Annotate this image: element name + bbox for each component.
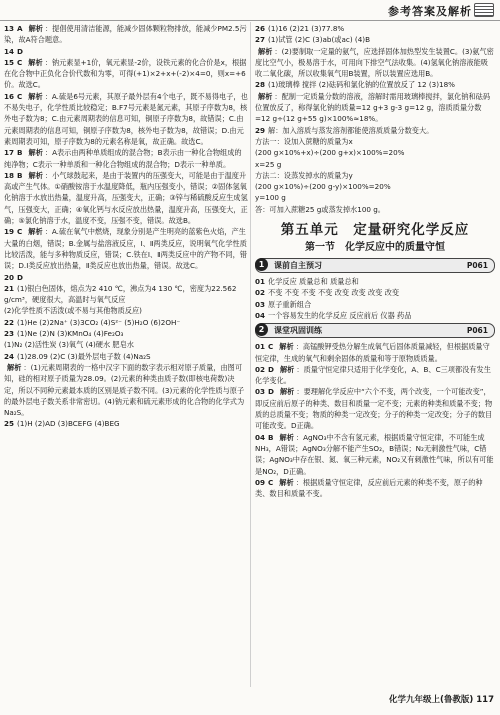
answer-item [4,57,248,91]
answer-item [255,477,495,500]
column-divider [250,22,251,687]
answer-text: 答：可加入蔗糖25 g或蒸发掉水100 g。 [255,204,385,214]
right-column [255,23,495,499]
answer-choice: B [17,170,23,180]
answer-item [255,181,495,192]
analysis-label: 解析 [7,362,22,372]
question-number: 02 [255,288,266,298]
answer-text: (1)Ne (2)N (3)KMnO₄ (4)Fe₂O₃ [17,329,124,339]
answer-text: (1)N₂ (2)活性炭 (3)氧气 (4)硬水 肥皂水 [4,340,134,350]
preview-bar [255,258,495,273]
answer-item [4,23,248,46]
answer-item [255,34,495,45]
practice-number-icon: 2 [255,323,268,336]
answers-26-29 [255,23,495,215]
answer-choice: B [17,148,23,158]
answer-text: y=100 g [255,193,286,203]
analysis-label: 解析 [28,170,43,180]
question-number: 18 [4,170,15,180]
preview-number-icon: 1 [255,258,268,271]
answer-text: ：钠元素显+1价，氧元素显-2价，设铁元素的化合价是x，根据在化合物中正负化合价代数和为零，可得(+1)×2+x+(-2)×4=0，则x=+6价。故选C。 [4,57,247,90]
answer-text: ：A表示由两种单质组成的混合物；B表示由一种化合物组成的纯净物；C表示一种单质和一种化合物组成的混合物；D表示一种单质。 [4,148,242,169]
analysis-label: 解析 [28,227,43,237]
answer-choice: B [268,432,274,442]
answer-text: ：(1)元素周期表的一格中汉字下面的数字表示相对原子质量，由图可知，硅的相对原子质量为28.09。(2)元素的种类由质子数(即核电荷数)决定，所以不同种元素最本质的区别是质子数不同。(3)元素的化学性质与原子的最外层电子数关系非常密切。(4)钠元素和硫元素形成的化合物的化学式为Na₂S。 [4,362,245,418]
question-number: 22 [4,317,15,327]
answer-choice: D [268,387,274,397]
answer-item [255,125,495,136]
analysis-label: 解析 [28,57,43,67]
answer-choice: C [17,227,23,237]
analysis-label: 解析 [279,342,294,352]
preview-page: P061 [466,261,488,271]
page-header [0,0,500,21]
answer-item [255,432,495,477]
answer-item [255,159,495,170]
analysis-label: 解析 [28,148,43,158]
question-number: 23 [4,329,15,339]
answer-item [4,46,248,57]
answer-item [255,46,495,80]
answer-item [255,79,495,90]
answer-choice: D [268,364,274,374]
answer-text: 化学反应 质量总和 质量总和 [268,277,359,287]
analysis-label: 解析 [279,364,295,374]
question-number: 04 [255,432,266,442]
answer-text: 原子重新组合 [268,299,312,309]
header-title: 参考答案及解析 [388,5,472,18]
answer-text: 不变 不变 不变 不变 改变 改变 改变 改变 [268,288,400,298]
question-number: 28 [255,80,266,90]
answer-item [4,91,248,147]
analysis-label: 解析 [279,387,295,397]
page-footer: 化学九年级上(鲁教版) 117 [389,695,494,705]
answer-item [255,364,495,387]
answer-choice: C [268,342,274,352]
answer-item [4,147,248,170]
answer-text: (1)银白色固体，熔点为2 410 ℃，沸点为4 130 ℃，密度为22.562 g/cm³，硬度很大，高温时与氧气反应 [4,283,237,305]
question-number: 03 [255,299,266,309]
left-column [4,23,248,430]
analysis-label: 解析 [279,432,294,442]
practice-bar [255,323,495,338]
answer-text: ：根据质量守恒定律，反应前后元素的种类不变，原子的种类、数目和质量不变。 [255,477,483,499]
answer-item [255,170,495,181]
answer-text: (1)H (2)AD (3)BCEFG (4)BEG [17,419,120,429]
answer-item [4,351,248,362]
answer-item [255,287,495,298]
answer-text: ：要理解化学反应中“六个不变，两个改变，一个可能改变”，即反应前后原子的种类、数目和质量一定不变；元素的种类和质量不变；物质的总质量不变；物质的种类一定改变；分子的种类一定改变；分子的数目可能改变。D正确。 [255,387,493,431]
answer-item [4,339,248,350]
answer-item [4,418,248,429]
analysis-label: 解析 [279,477,294,487]
question-number: 02 [255,364,266,374]
question-number: 16 [4,91,15,101]
answer-item [4,328,248,339]
answer-item [255,91,495,125]
analysis-label: 解析 [28,91,43,101]
section-title: 第一节 化学反应中的质量守恒 [305,242,445,254]
answer-item [4,362,248,418]
answer-item [4,226,248,271]
question-number: 14 [4,46,15,56]
answer-choice: D [17,272,23,282]
analysis-label: 解析 [258,46,273,56]
answer-item [4,170,248,226]
answer-text: ：A.硫是6号元素，其原子最外层有4个电子，既不易得电子，也不易失电子，化学性质比较稳定；B.F7号元素是氮元素，其原子序数为8，核外电子数为8；C.由元素周期表的信息可知，铜原子序数为8，故错误；C.由元素周期表的信息可知，铜原子序数为8，核外电子数为8，故错误；D.由元素周期表可知，原子序数为8的元素名称是氧，故正确。故选C。 [4,91,248,146]
question-number: 27 [255,35,266,45]
answer-text: ：提倡使用清洁能源，能减少固体颗粒物排放，能减少PM2.5污染，故A符合题意。 [4,24,247,45]
question-number: 21 [4,283,15,293]
question-number: 26 [255,24,266,33]
question-number: 01 [255,277,266,287]
answer-text: 方法一：设加入蔗糖的质量为x [255,136,353,146]
answer-item [255,310,495,321]
answer-item [255,23,495,34]
answer-text: x=25 g [255,159,282,169]
question-number: 03 [255,387,266,397]
answer-text: ：AgNO₃中不含有氢元素，根据质量守恒定律，不可能生成NH₃，A错误；AgNO₃分解不能产生SO₂，B错误；N₂无刺激性气味，C错误；AgNO₃中存在银、氮、氧三种元素，NO₂又有刺激性气味，所以有可能是NO₂，D正确。 [255,432,494,476]
answer-choice: C [17,91,23,101]
answer-item [4,283,248,306]
answer-item [255,204,495,215]
question-number: 01 [255,342,266,352]
question-number: 15 [4,57,15,67]
answer-choice: C [17,57,23,67]
question-number: 17 [4,148,15,158]
question-number: 24 [4,351,15,361]
preview-label: 课前自主预习 [274,261,322,271]
answer-text: 方法二：设蒸发掉水的质量为y [255,170,353,180]
answer-text: (1)16 (2)21 (3)77.8% [268,24,345,33]
answer-text: 一个容易发生的化学反应 反应前后 仪器 药品 [268,310,412,320]
answer-item [255,299,495,310]
question-number: 20 [4,272,15,282]
unit-title: 第五单元 定量研究化学反应 [280,222,470,239]
answer-item [255,136,495,147]
answer-item [4,317,248,328]
answer-text: (1)试管 (2)C (3)ab(或ac) (4)B [268,35,371,45]
answer-text: ：质量守恒定律只适用于化学变化，A、B、C三项都没有发生化学变化。 [255,364,491,386]
question-number: 19 [4,227,15,237]
analysis-label: 解析 [28,24,43,33]
practice-page: P061 [466,326,488,336]
answer-text: (1)He (2)2Na⁺ (3)3CO₂ (4)S²⁻ (5)H₂O (6)2OH⁻ [17,317,181,327]
book-icon [474,3,494,17]
answer-item [255,192,495,203]
answer-text: (1)玻璃棒 搅拌 (2)砝码和氯化钠的位置放反了 12 (3)18% [268,80,456,90]
answer-item [4,305,248,316]
question-number: 09 [255,477,266,487]
answer-choice: A [17,24,23,33]
answer-text: ：(2)要制取一定量的氨气，应选择固体加热型发生装置C。(3)氨气密度比空气小，极易溶于水，可用向下排空气法收集。(4)氢氧化钠溶液能吸收二氧化碳，所以收集氧气用B装置，所以装置应选用B。 [255,46,494,79]
answer-text: ：A.硫在氧气中燃烧，现象分别是产生明亮的蓝紫色火焰，产生大量的白烟，错误；B.金属与盐溶液反应，Ⅰ、Ⅱ两类反应，说明氧气化学性质比较活泼，能与多种物质反应，错误；C.铁在Ⅰ、Ⅱ两类反应中的产物不同，错误；D.Ⅰ类反应放出热量，Ⅱ类反应也放出热量，错误。故选C。 [4,227,247,271]
answer-choice: C [268,477,274,487]
answer-text: (200 g×10%+x)÷(200 g+x)×100%=20% [255,148,405,158]
answer-text: (2)化学性质不活泼(或不易与其他物质反应) [4,306,142,316]
answer-item [255,147,495,158]
answer-item [255,386,495,431]
question-number: 29 [255,125,266,135]
answer-choice: D [17,46,23,56]
answer-text: (200 g×10%)÷(200 g-y)×100%=20% [255,182,391,192]
question-number: 13 [4,24,15,33]
question-number: 04 [255,310,266,320]
practice-label: 课堂巩固训练 [274,326,322,336]
answer-text: (1)28.09 (2)C (3)最外层电子数 (4)Na₂S [17,351,151,361]
answer-item [255,276,495,287]
answer-item [255,341,495,364]
preview-answers [255,276,495,321]
answer-item [4,272,248,283]
practice-answers [255,341,495,499]
answer-text: ：小气球鼓起来，是由于装置内的压强变大，可能是由于温度升高或产生气体。①硝酸铵溶于水温度降低，瓶内压强变小，错误；②固体氢氧化钠溶于水放出热量，温度升高，压强变大，正确；③锌与稀硫酸反应生成氢气，压强变大，正确；④氧化钙与水反应放出热量，温度升高，压强变大，正确；⑤氯化钠溶于水，温度不变，压强不变，错误。故选B。 [4,170,248,226]
answer-text: ：高锰酸钾受热分解生成氧气后固体质量减轻，但根据质量守恒定律，生成的氧气和剩余固体的质量和等于原物质质量。 [255,342,490,363]
question-number: 25 [4,419,15,429]
analysis-label: 解析 [258,91,273,101]
answer-text: 解：加入溶质与蒸发溶剂都能使溶质质量分数变大。 [268,125,434,135]
answer-text: ：配制一定质量分数的溶液，溶解时需用玻璃棒搅拌，氯化钠和砝码位置放反了，称得氯化钠的质量=12 g+3 g-3 g=12 g，溶质质量分数=12 g÷(12 g+55 g)×100%≈18%。 [255,91,491,124]
